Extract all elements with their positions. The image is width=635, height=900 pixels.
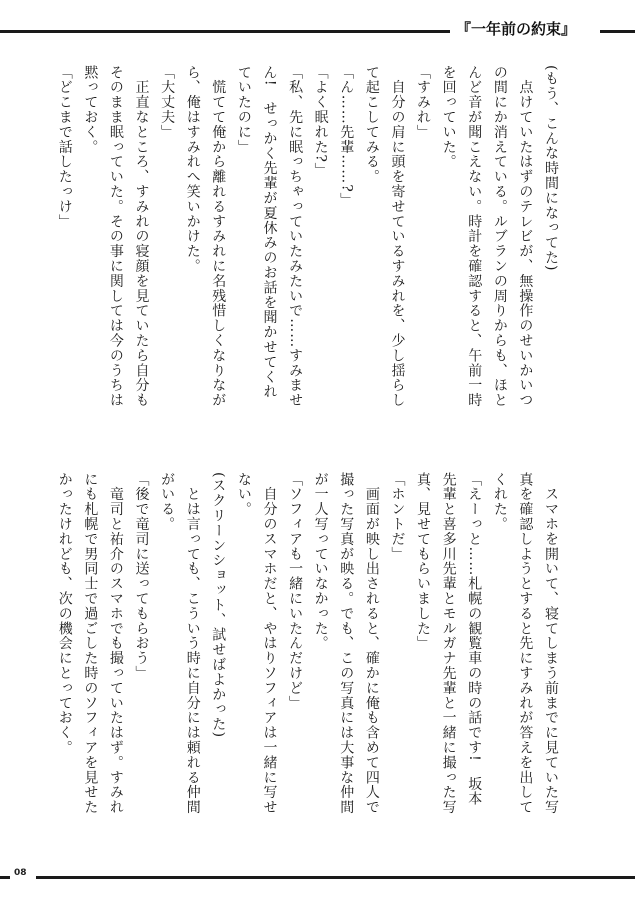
- text-line: 正直なところ、すみれの寝顔を見ていたら自分も: [133, 65, 150, 408]
- text-line: の間にか消えている。ルブランの周りからも、ほと: [491, 65, 508, 408]
- text-line: て起こしてみる。: [363, 65, 380, 185]
- text-line: ん! せっかく先輩が夏休みのお話を聞かせてくれ: [261, 65, 278, 400]
- text-line: ら、俺はすみれへ笑いかけた。: [184, 65, 201, 274]
- text-line: 撮った写真が映る。でも、この写真には大事な仲間: [338, 472, 355, 815]
- text-line: にも札幌で男同士で過ごした時のソフィアを見せた: [82, 472, 99, 815]
- text-line: とは言っても、こういう時に自分には頼れる仲間: [184, 472, 201, 815]
- text-line: (スクリーンショット、試せばよかった): [210, 472, 227, 739]
- text-line: ていたのに」: [235, 65, 252, 155]
- text-line: 「よく眠れた?」: [312, 65, 329, 178]
- text-line: 「ソフィアも一緒にいたんだけど」: [287, 472, 304, 711]
- chapter-title: 『一年前の約束』: [456, 20, 577, 38]
- text-line: そのまま眠っていた。その事に関しては今のうちは: [107, 65, 124, 408]
- page-number: 08: [14, 868, 27, 878]
- text-line: 先輩と喜多川先輩とモルガナ先輩と一緒に撮った写: [440, 472, 457, 815]
- text-line: 「大丈夫」: [159, 65, 176, 140]
- text-line: を回っていた。: [440, 65, 457, 170]
- text-line: 竜司と祐介のスマホでも撮っていたはず。すみれ: [107, 472, 124, 815]
- text-line: 真、見せてもらいました」: [415, 472, 432, 651]
- text-line: 画面が映し出されると、確かに俺も含めて四人で: [363, 472, 380, 815]
- text-line: 慌てて俺から離れるすみれに名残惜しくなりなが: [210, 65, 227, 408]
- footer-rule-left: [0, 876, 10, 879]
- text-line: 「ん……先輩……?」: [338, 65, 355, 208]
- text-line: 「どこまで話したっけ」: [56, 65, 73, 229]
- text-line: が一人写っていなかった。: [312, 472, 329, 651]
- header-rule-right: [600, 30, 635, 33]
- text-line: スマホを開いて、寝てしまう前までに見ていた写: [543, 472, 559, 815]
- text-line: 黙っておく。: [82, 65, 99, 155]
- text-line: 「えーっと……札幌の観覧車の時の話です! 坂本: [466, 472, 483, 807]
- text-line: 「すみれ」: [415, 65, 432, 140]
- body-text-upper: [51, 65, 563, 445]
- text-line: (もう、こんな時間になってた): [543, 65, 559, 272]
- text-line: 自分の肩に頭を寄せているすみれを、少し揺らし: [389, 65, 406, 408]
- text-line: かったけれども、次の機会にとっておく。: [56, 472, 73, 756]
- text-line: 点けていたはずのテレビが、無操作のせいかいつ: [517, 65, 534, 408]
- text-line: ない。: [235, 472, 252, 517]
- text-line: 「後で竜司に送ってもらおう」: [133, 472, 150, 681]
- text-line: んど音が聞こえない。時計を確認すると、午前一時: [466, 65, 483, 408]
- text-line: 真を確認しようとすると先にすみれが答えを出して: [517, 472, 534, 815]
- footer-rule: [36, 876, 635, 879]
- text-line: 自分のスマホだと、やはりソフィアは一緒に写せ: [261, 472, 278, 815]
- text-line: くれた。: [491, 472, 508, 532]
- body-text-lower: [51, 472, 563, 852]
- text-line: 「ホントだ」: [389, 472, 406, 562]
- header-rule-left: [0, 30, 450, 33]
- text-line: がいる。: [159, 472, 176, 532]
- text-line: 「私、先に眠っちゃっていたみたいで……すみませ: [287, 65, 304, 408]
